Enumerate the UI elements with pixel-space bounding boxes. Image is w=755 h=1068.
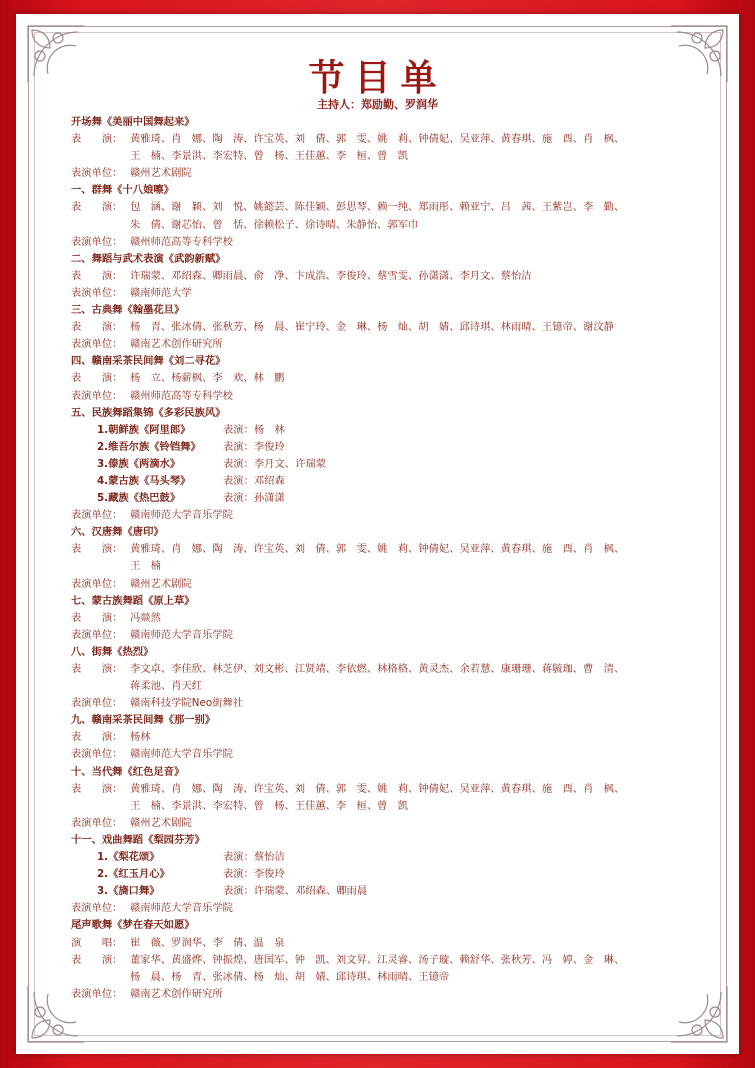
sub-item xyxy=(71,490,711,507)
program-item xyxy=(71,182,711,250)
row-value: 杨 立、杨薪枫、李 欢、林 鹏 xyxy=(130,372,285,385)
sub-item-title: 4.蒙古族《马头琴》 xyxy=(97,474,191,487)
detail-row xyxy=(71,268,711,285)
program-sheet xyxy=(16,14,739,1054)
row-label: 表 演： xyxy=(71,543,123,556)
sub-item xyxy=(71,422,711,439)
row-label: 表演单位： xyxy=(71,987,123,1000)
row-value: 赣州师范高等专科学校 xyxy=(130,389,233,402)
row-label: 表演单位： xyxy=(71,577,123,590)
detail-row xyxy=(71,661,711,678)
program-list xyxy=(71,114,711,1003)
sub-item-performer: 表演：李月文、许瑞蒙 xyxy=(223,457,326,470)
row-value: 李文卓、李佳欣、林芝伊、刘文彬、江贤靖、李依燃、林格格、黄灵杰、余若慧、康珊珊、蒋毓珈、曹 清、 xyxy=(130,663,625,675)
sub-item-title: 2.《红玉月心》 xyxy=(97,868,170,881)
program-item xyxy=(71,712,711,763)
row-value: 朱 倩、谢芯怡、曾 恬、徐赖松子、徐诗晴、朱静怡、郭军巾 xyxy=(130,218,419,231)
row-value: 赣南师范大学音乐学院 xyxy=(130,628,233,641)
detail-row xyxy=(71,798,711,815)
sub-item-performer: 表演：蔡怡洁 xyxy=(223,851,285,864)
program-item xyxy=(71,917,711,1002)
program-item xyxy=(71,353,711,404)
row-label: 表演单位： xyxy=(71,338,123,351)
row-label: 表 演： xyxy=(71,269,123,282)
program-item xyxy=(71,251,711,302)
sub-item-performer: 表演：杨 林 xyxy=(223,423,285,436)
sub-item-performer: 表演：邓绍森 xyxy=(223,474,285,487)
detail-row xyxy=(71,507,711,524)
row-label: 表 演： xyxy=(71,953,123,966)
row-label: 表 演： xyxy=(71,372,123,385)
row-label: 表演单位： xyxy=(71,235,123,248)
detail-row xyxy=(71,148,711,165)
row-value: 王 楠、李景洪、李宏特、曾 杨、王佳蕙、李 桓、曾 凯 xyxy=(130,150,409,163)
detail-row xyxy=(71,217,711,234)
item-heading: 十一、戏曲舞蹈《梨园芬芳》 xyxy=(71,833,205,846)
detail-row xyxy=(71,695,711,712)
item-heading: 一、群舞《十八娘嚓》 xyxy=(71,184,174,197)
row-label: 表 演： xyxy=(71,731,123,744)
sub-item-title: 1.朝鲜族《阿里郎》 xyxy=(97,423,191,436)
detail-row xyxy=(71,336,711,353)
row-label: 表 演： xyxy=(71,201,123,214)
sub-item xyxy=(71,439,711,456)
detail-row xyxy=(71,131,711,148)
detail-row xyxy=(71,815,711,832)
row-value: 王 楠 xyxy=(130,560,161,573)
row-value: 黄雅琦、肖 娜、陶 涛、许宝英、刘 倩、郭 雯、姚 莉、钟倩妃、吴亚萍、黄春琪、施 酉、肖 枫、 xyxy=(130,133,625,146)
detail-row xyxy=(71,781,711,798)
item-heading: 四、赣南采茶民间舞《刘二寻花》 xyxy=(71,355,226,368)
detail-row xyxy=(71,610,711,627)
program-item xyxy=(71,302,711,353)
row-label: 表演单位： xyxy=(71,509,123,522)
detail-row xyxy=(71,285,711,302)
row-value: 蒋柔池、肖天红 xyxy=(130,680,203,693)
program-item xyxy=(71,114,711,182)
sub-item xyxy=(71,456,711,473)
detail-row xyxy=(71,729,711,746)
detail-row xyxy=(71,576,711,593)
page-title: 节目单 xyxy=(308,57,447,99)
detail-row xyxy=(71,541,711,558)
program-item xyxy=(71,644,711,712)
item-heading: 尾声歌舞《梦在春天如愿》 xyxy=(71,919,195,932)
row-value: 董家华、黄盛烨、钟振煌、唐国军、钟 凯、刘文昇、江灵睿、汤子璇、赖舒华、张秋芳、冯 婷、金 琳、 xyxy=(130,953,625,966)
row-value: 赣州艺术剧院 xyxy=(130,577,192,590)
row-value: 赣州艺术剧院 xyxy=(130,816,192,829)
row-label: 表演单位： xyxy=(71,389,123,402)
row-value: 包 涵、谢 颖、刘 悦、姚懿芸、陈佳颖、彭思琴、赖一纯、郑雨彤、赖亚宁、吕 茜、王紫岂、李 勤、 xyxy=(130,201,625,214)
detail-row xyxy=(71,678,711,695)
program-item xyxy=(71,832,711,917)
detail-row xyxy=(71,986,711,1003)
row-label: 表演单位： xyxy=(71,286,123,299)
row-value: 赣南艺术创作研究所 xyxy=(130,338,223,351)
detail-row xyxy=(71,969,711,986)
row-value: 黄雅琦、肖 娜、陶 涛、许宝英、刘 倩、郭 雯、姚 莉、钟倩妃、吴亚萍、黄春琪、施 酉、肖 枫、 xyxy=(130,782,625,795)
item-heading: 九、赣南采茶民间舞《那一别》 xyxy=(71,714,216,727)
item-heading: 开场舞《美丽中国舞起来》 xyxy=(71,116,195,128)
item-heading: 三、古典舞《翰墨花旦》 xyxy=(71,304,185,317)
row-value: 杨林 xyxy=(130,731,151,744)
sub-item-title: 3.《旖口舞》 xyxy=(97,885,160,898)
row-label: 表演单位： xyxy=(71,748,123,761)
detail-row xyxy=(71,234,711,251)
row-label: 表演单位： xyxy=(71,167,123,180)
sub-item-performer: 表演：许瑞蒙、邓绍森、卿雨晨 xyxy=(223,885,368,898)
hosts-line: 主持人：郑励勤、罗润华 xyxy=(317,98,438,111)
row-value: 崔 薇、罗润华、李 倩、温 泉 xyxy=(130,936,285,949)
row-label: 表演单位： xyxy=(71,697,123,710)
row-label: 表演单位： xyxy=(71,628,123,641)
sub-item-title: 5.藏族《热巴鼓》 xyxy=(97,492,181,505)
row-label: 表演单位： xyxy=(71,902,123,915)
row-label: 表 演： xyxy=(71,663,123,675)
row-label: 演 唱： xyxy=(71,936,123,949)
detail-row xyxy=(71,388,711,405)
item-heading: 七、蒙古族舞蹈《原上草》 xyxy=(71,594,195,607)
row-value: 赣南师范大学音乐学院 xyxy=(130,509,233,522)
detail-row xyxy=(71,558,711,575)
row-value: 赣州师范高等专科学校 xyxy=(130,235,233,248)
program-item xyxy=(71,524,711,592)
detail-row xyxy=(71,935,711,952)
item-heading: 五、民族舞蹈集锦《多彩民族风》 xyxy=(71,406,226,419)
row-value: 赣南科技学院Neo街舞社 xyxy=(130,697,244,710)
detail-row xyxy=(71,746,711,763)
row-label: 表 演： xyxy=(71,611,123,624)
row-label: 表 演： xyxy=(71,321,123,334)
row-value: 赣州艺术剧院 xyxy=(130,167,192,180)
row-label: 表 演： xyxy=(71,133,123,146)
row-value: 冯燚然 xyxy=(130,611,161,624)
item-heading: 八、街舞《热烈》 xyxy=(71,645,154,658)
sub-item xyxy=(71,866,711,883)
row-value: 赣南师范大学音乐学院 xyxy=(130,902,233,915)
row-value: 赣南师范大学音乐学院 xyxy=(130,748,233,761)
detail-row xyxy=(71,199,711,216)
item-heading: 十、当代舞《红色足音》 xyxy=(71,765,185,778)
program-item xyxy=(71,593,711,644)
sub-item-title: 2.维吾尔族《铃铛舞》 xyxy=(97,440,201,453)
program-item xyxy=(71,405,711,525)
sub-item-performer: 表演：李俊玲 xyxy=(223,868,285,881)
detail-row xyxy=(71,952,711,969)
row-label: 表 演： xyxy=(71,782,123,795)
sub-item xyxy=(71,473,711,490)
row-value: 黄雅琦、肖 娜、陶 涛、许宝英、刘 倩、郭 雯、姚 莉、钟倩妃、吴亚萍、黄春琪、施 酉、肖 枫、 xyxy=(130,543,625,556)
row-value: 杨 青、张冰倩、张秋芳、杨 晨、崔宁玲、金 琳、杨 灿、胡 婧、邱诗琪、林雨晴、王镱帝、谢汶静 xyxy=(130,321,614,334)
detail-row xyxy=(71,165,711,182)
detail-row xyxy=(71,900,711,917)
sub-item-title: 3.傣族《两滴水》 xyxy=(97,457,181,470)
detail-row xyxy=(71,370,711,387)
row-value: 许瑞蒙、邓绍森、卿雨晨、俞 净、卞成浩、李俊玲、蔡雪雯、孙潇潇、李月文、蔡怡洁 xyxy=(130,269,532,282)
detail-row xyxy=(71,319,711,336)
row-value: 赣南师范大学 xyxy=(130,286,192,299)
item-heading: 二、舞蹈与武术表演《武韵新赋》 xyxy=(71,252,226,265)
row-value: 赣南艺术创作研究所 xyxy=(130,987,223,1000)
sub-item-title: 1.《梨花颂》 xyxy=(97,851,160,864)
row-value: 王 楠、李景洪、李宏特、曾 杨、王佳蕙、李 桓、曾 凯 xyxy=(130,799,409,812)
sub-item-performer: 表演：孙潇潇 xyxy=(223,492,285,505)
row-value: 杨 晨、杨 青、张冰倩、杨 灿、胡 婧、邱诗琪、林雨晴、王镱帝 xyxy=(130,970,450,983)
detail-row xyxy=(71,627,711,644)
sub-item xyxy=(71,883,711,900)
sub-item xyxy=(71,849,711,866)
row-label: 表演单位： xyxy=(71,816,123,829)
item-heading: 六、汉唐舞《唐印》 xyxy=(71,526,164,539)
sub-item-performer: 表演：李俊玲 xyxy=(223,440,285,453)
program-item xyxy=(71,764,711,832)
